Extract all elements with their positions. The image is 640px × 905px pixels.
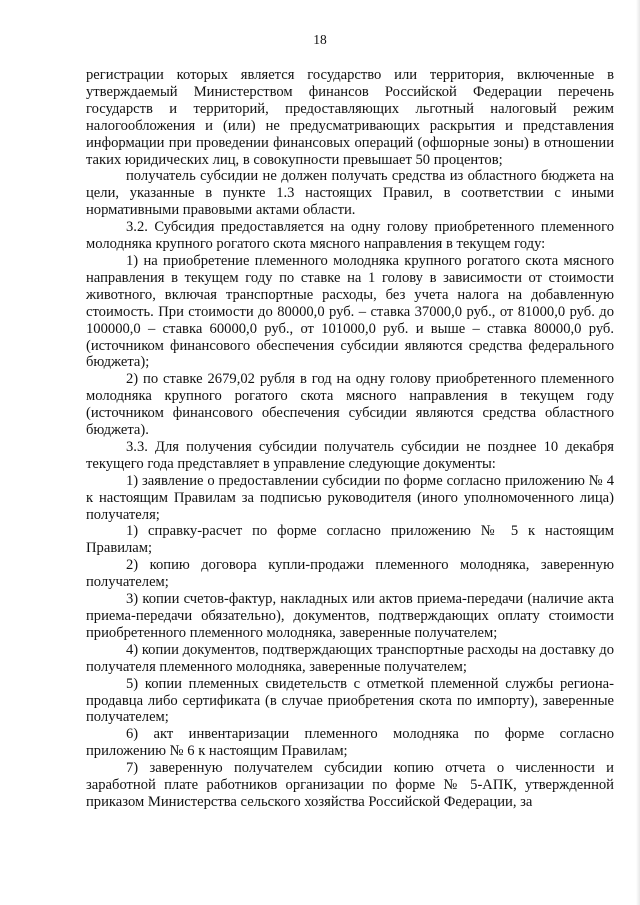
paragraph-3-3-calculation: 1) справку-расчет по форме согласно приложению № 5 к настоящим Правилам; [86, 523, 614, 557]
paragraph-no-regional-funds: получатель субсидии не должен получать средства из областного бюджета на цели, указанные в пункте 1.3 настоящих Правил, в соответствии с иными нормативными правовыми актами области. [86, 168, 614, 219]
paragraph-offshore-continuation: регистрации которых является государство или территория, включенные в утверждаемый Министерством финансов Российской Федерации перечень государств и территорий, предоставляющих льготный налоговый режим налогообложения и (или) не предусматривающих раскрытия и представления информации при проведении финансовых операций (офшорные зоны) в отношении таких юридических лиц, в совокупности превышает 50 процентов; [86, 67, 614, 168]
paragraph-3-2-item-1: 1) на приобретение племенного молодняка крупного рогатого скота мясного направления в текущем году по ставке на 1 голову в зависимости от стоимости животного, включая транспортные расходы, без учета налога на добавленную стоимость. При стоимости до 80000,0 руб. – ставка 37000,0 руб., от 81000,0 руб. до 100000,0 – ставка 60000,0 руб., от 101000,0 руб. и выше – ставка 80000,0 руб. (источником финансового обеспечения субсидии являются средства федерального бюджета); [86, 252, 614, 371]
paragraph-3-3: 3.3. Для получения субсидии получатель субсидии не позднее 10 декабря текущего года представляет в управление следующие документы: [86, 438, 614, 472]
page-number: 18 [313, 32, 327, 47]
paragraph-3-3-inventory: 6) акт инвентаризации племенного молодняка по форме согласно приложению № 6 к настоящим Правилам; [86, 726, 614, 760]
paragraph-3-2: 3.2. Субсидия предоставляется на одну голову приобретенного племенного молодняка крупного рогатого скота мясного направления в текущем году: [86, 219, 614, 253]
document-body [86, 67, 614, 811]
paragraph-3-3-application: 1) заявление о предоставлении субсидии по форме согласно приложению № 4 к настоящим Правилам за подписью руководителя (иного уполномоченного лица) получателя; [86, 472, 614, 523]
paragraph-3-3-contract: 2) копию договора купли-продажи племенного молодняка, заверенную получателем; [86, 557, 614, 591]
scan-edge-shadow [636, 0, 640, 905]
paragraph-3-3-transport: 4) копии документов, подтверждающих транспортные расходы на доставку до получателя племенного молодняка, заверенные получателем; [86, 641, 614, 675]
paragraph-3-3-pedigree: 5) копии племенных свидетельств с отметкой племенной службы региона-продавца либо сертификата (в случае приобретения скота по импорту), заверенные получателем; [86, 675, 614, 726]
paragraph-3-3-report: 7) заверенную получателем субсидии копию отчета о численности и заработной плате работников организации по форме № 5-АПК, утвержденной приказом Министерства сельского хозяйства Российской Федерации, за [86, 760, 614, 810]
paragraph-3-3-invoices: 3) копии счетов-фактур, накладных или актов приема-передачи (наличие акта приема-передачи обязательно), документов, подтверждающих оплату стоимости приобретенного племенного молодняка, заверенные получателем; [86, 591, 614, 641]
paragraph-3-2-item-2: 2) по ставке 2679,02 рубля в год на одну голову приобретенного племенного молодняка крупного рогатого скота мясного направления в текущем году (источником финансового обеспечения субсидии являются средства областного бюджета). [86, 371, 614, 439]
